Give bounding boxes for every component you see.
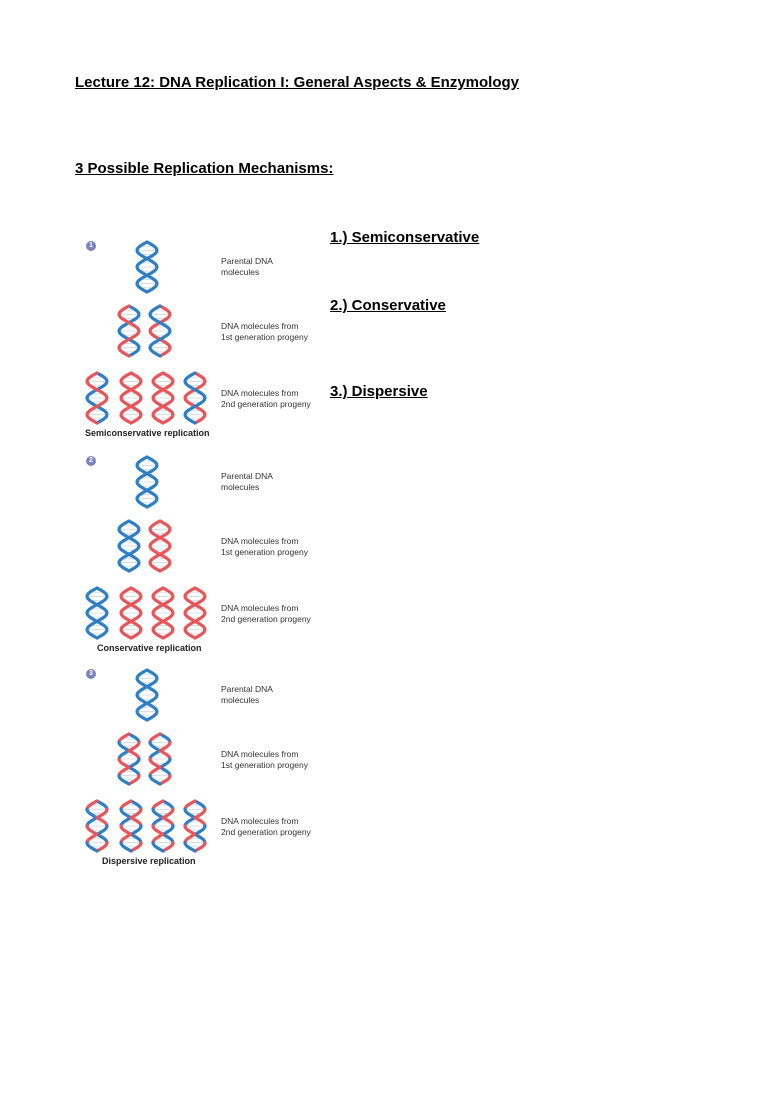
page-title: Lecture 12: DNA Replication I: General Aspects & Enzymology [75,74,519,91]
dna-helix-icon [84,586,110,640]
dna-helix-icon [116,732,142,786]
replication-panel [78,451,318,661]
dna-helix-icon [147,304,173,358]
dna-helix-icon [118,371,144,425]
dna-helix-icon [134,668,160,722]
section-heading: 3 Possible Replication Mechanisms: [75,160,334,177]
dna-helix-icon [182,586,208,640]
dna-helix-icon [118,586,144,640]
row-label: DNA molecules from 1st generation progeny [221,321,308,342]
mechanism-heading-conservative: 2.) Conservative [330,297,446,314]
row-label: DNA molecules from 2nd generation progeny [221,388,311,409]
dna-helix-icon [147,732,173,786]
row-label: DNA molecules from 2nd generation progeny [221,603,311,624]
dna-helix-icon [182,799,208,853]
dna-helix-icon [134,240,160,294]
panel-number-badge: 3 [86,669,96,679]
row-label: DNA molecules from 1st generation progeny [221,536,308,557]
dna-helix-icon [84,799,110,853]
dna-helix-icon [147,519,173,573]
dna-helix-icon [150,371,176,425]
dna-helix-icon [84,371,110,425]
dna-helix-icon [150,799,176,853]
panel-number-badge: 2 [86,456,96,466]
row-label: DNA molecules from 1st generation progeny [221,749,308,770]
dna-helix-icon [182,371,208,425]
dna-helix-icon [118,799,144,853]
dna-helix-icon [116,304,142,358]
row-label: DNA molecules from 2nd generation progeny [221,816,311,837]
panel-caption: Dispersive replication [102,856,196,866]
panel-number-badge: 1 [86,241,96,251]
replication-panel [78,236,318,446]
dna-helix-icon [134,455,160,509]
row-label: Parental DNA molecules [221,471,273,492]
mechanism-heading-dispersive: 3.) Dispersive [330,383,428,400]
dna-helix-icon [116,519,142,573]
panel-caption: Conservative replication [97,643,202,653]
replication-panel [78,664,318,874]
row-label: Parental DNA molecules [221,684,273,705]
dna-helix-icon [150,586,176,640]
panel-caption: Semiconservative replication [85,428,210,438]
row-label: Parental DNA molecules [221,256,273,277]
mechanism-heading-semiconservative: 1.) Semiconservative [330,229,480,246]
